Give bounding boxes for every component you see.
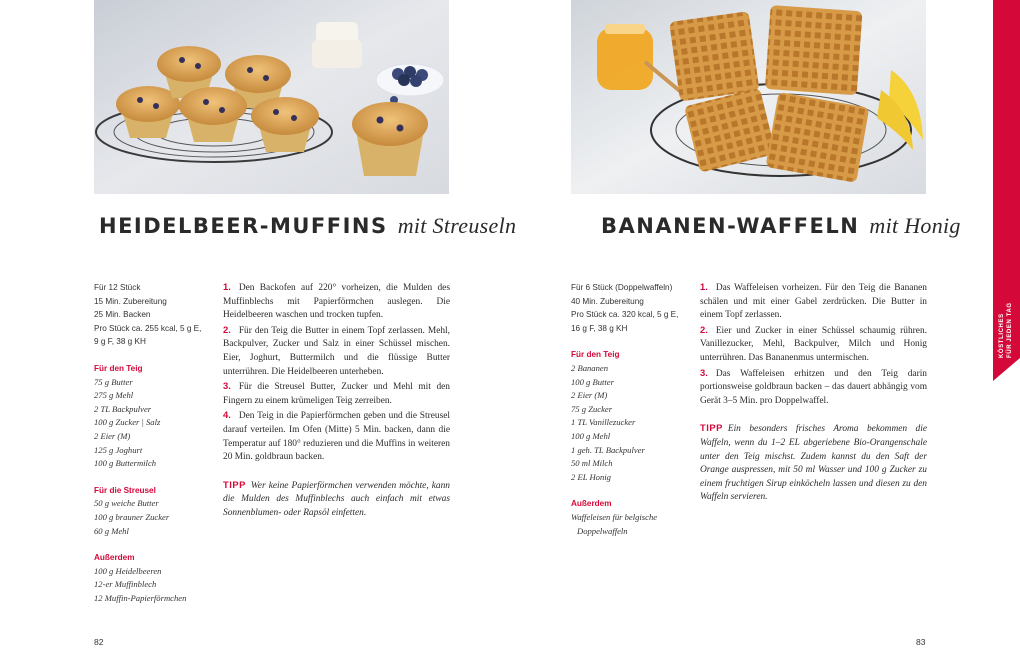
ingredient-item: 100 g Buttermilch: [94, 458, 157, 469]
title-sub: mit Streuseln: [397, 213, 517, 238]
ingredients-column-muffins: [94, 281, 206, 605]
ingredient-item: 275 g Mehl: [94, 390, 134, 401]
title-main: BANANEN-WAFFELN: [601, 214, 860, 238]
ingredient-item: Waffeleisen für belgische: [571, 511, 658, 522]
ingredient-item: 2 EL Honig: [571, 471, 611, 482]
ingredients-column-waffles: [571, 281, 683, 538]
step-text: Das Waffeleisen vorheizen. Für den Teig die Bananen schälen und mit einer Gabel zerdrücken. Die Butter in einem Topf zerlassen.: [700, 283, 927, 321]
title-main: HEIDELBEER-MUFFINS: [99, 214, 388, 238]
photo-banana-waffles: [571, 0, 926, 194]
ingredient-item: 100 g Mehl: [571, 430, 611, 441]
ingredient-section-heading: Außerdem: [571, 499, 612, 509]
ingredient-item: Doppelwaffeln: [577, 525, 628, 536]
photo-blueberry-muffins: [94, 0, 449, 194]
meta-line: 9 g F, 38 g KH: [94, 337, 146, 347]
tip-text: Wer keine Papierförmchen verwenden möchte, kann die Mulden des Muffinblechs auch einfach mit etwas Sonnenblumen- oder Rapsöl einfetten.: [223, 480, 450, 518]
ingredient-item: 2 Bananen: [571, 362, 608, 373]
title-sub: mit Honig: [869, 213, 961, 238]
instruction-step: [700, 323, 927, 366]
ingredient-section-heading: Für die Streusel: [94, 485, 156, 495]
ingredient-item: 75 g Zucker: [571, 403, 613, 414]
instruction-step: [700, 366, 927, 409]
ingredient-item: 1 TL Vanillezucker: [571, 417, 636, 428]
ingredient-item: 12 Muffin-Papierförmchen: [94, 592, 187, 603]
step-text: Das Waffeleisen erhitzen und den Teig darin portionsweise goldbraun backen – das dauert abhängig vom Gerät 3–5 Min. pro Doppelwaffel.: [700, 368, 927, 406]
page-number: 83: [916, 637, 926, 647]
instructions-muffins: [223, 280, 450, 521]
step-text: Eier und Zucker in einer Schüssel schaumig rühren. Vanillezucker, Mehl, Backpulver, Milch und Honig unterrühren. Das Bananenmus untermischen.: [700, 325, 927, 363]
ingredient-item: 50 g weiche Butter: [94, 498, 159, 509]
ingredient-item: 100 g Butter: [571, 376, 614, 387]
tip-box: [700, 421, 927, 505]
ingredient-item: 100 g Heidelbeeren: [94, 565, 162, 576]
chapter-tab-line: FÜR JEDEN TAG: [1006, 302, 1013, 358]
ingredient-item: 2 TL Backpulver: [94, 403, 152, 414]
tip-label: TIPP: [223, 478, 246, 490]
ingredient-section-heading: Außerdem: [94, 553, 135, 563]
ingredient-item: 12-er Muffinblech: [94, 579, 157, 590]
meta-line: 16 g F, 38 g KH: [571, 323, 628, 333]
instruction-step: [223, 280, 450, 323]
ingredient-section-heading: Für den Teig: [94, 363, 143, 373]
page-number: 82: [94, 637, 104, 647]
step-text: Für die Streusel Butter, Zucker und Mehl mit den Fingern zu einem krümeligen Teig zerreiben.: [223, 382, 450, 406]
tip-label: TIPP: [700, 422, 723, 434]
ingredient-item: 2 Eier (M): [571, 390, 608, 401]
ingredient-section-heading: Für den Teig: [571, 350, 620, 360]
chapter-tab-line: KÖSTLICHES: [999, 313, 1005, 358]
recipe-title-muffins: [99, 213, 516, 239]
step-number: 2.: [700, 323, 708, 335]
step-text: Den Backofen auf 220° vorheizen, die Mulden des Muffinblechs mit Papierförmchen auslegen. Die Heidelbeeren waschen und trocken tupfen.: [223, 283, 450, 321]
step-number: 1.: [223, 281, 231, 292]
ingredient-item: 60 g Mehl: [94, 525, 129, 536]
instruction-step: [700, 280, 927, 323]
step-number: 2.: [223, 323, 231, 335]
meta-line: 15 Min. Zubereitung: [94, 296, 167, 306]
ingredient-item: 75 g Butter: [94, 376, 133, 387]
ingredient-item: 2 Eier (M): [94, 430, 131, 441]
meta-line: Für 12 Stück: [94, 283, 141, 292]
ingredient-item: 100 g brauner Zucker: [94, 511, 170, 522]
ingredient-item: 100 g Zucker | Salz: [94, 417, 161, 428]
step-number: 4.: [223, 409, 231, 421]
step-number: 3.: [223, 380, 231, 392]
instruction-step: [223, 408, 450, 464]
ingredient-item: 1 geh. TL Backpulver: [571, 444, 645, 455]
meta-line: Pro Stück ca. 320 kcal, 5 g E,: [571, 310, 679, 320]
meta-line: 25 Min. Backen: [94, 310, 151, 320]
chapter-tab-label: [993, 300, 1020, 360]
tip-text: Ein besonders frisches Aroma bekommen die Waffeln, wenn du 1–2 EL abgeriebene Bio-Orangenschale unter den Teig mischst. Zudem kannst du den Saft der Orange auspressen, mit 50 ml Wasser und 100 g Zucker zu einem fruchtigen Sirup einköcheln lassen und diesen zu den Waffeln servieren.: [700, 424, 927, 503]
instructions-waffles: [700, 280, 927, 505]
step-number: 3.: [700, 366, 708, 378]
meta-line: Pro Stück ca. 255 kcal, 5 g E,: [94, 323, 202, 333]
instruction-step: [223, 379, 450, 408]
recipe-title-waffles: [601, 213, 961, 239]
tip-box: [223, 478, 450, 521]
step-text: Für den Teig die Butter in einem Topf zerlassen. Mehl, Backpulver, Zucker und Salz in einer Schüssel mischen. Eier, Joghurt, Buttermilch und die flüssige Butter unterrühren. Die Heidelbeeren unterheben.: [223, 325, 450, 377]
step-text: Den Teig in die Papierförmchen geben und die Streusel darauf verteilen. Im Ofen (Mitte) 5 Min. backen, dann die Temperatur auf 180° reduzieren und die Muffins in weiteren 20 Min. goldbraun backen.: [223, 411, 450, 463]
step-number: 1.: [700, 281, 708, 292]
meta-line: Für 6 Stück (Doppelwaffeln): [571, 283, 673, 292]
meta-line: 40 Min. Zubereitung: [571, 296, 644, 306]
ingredient-item: 50 ml Milch: [571, 458, 613, 469]
instruction-step: [223, 323, 450, 379]
ingredient-item: 125 g Joghurt: [94, 444, 143, 455]
